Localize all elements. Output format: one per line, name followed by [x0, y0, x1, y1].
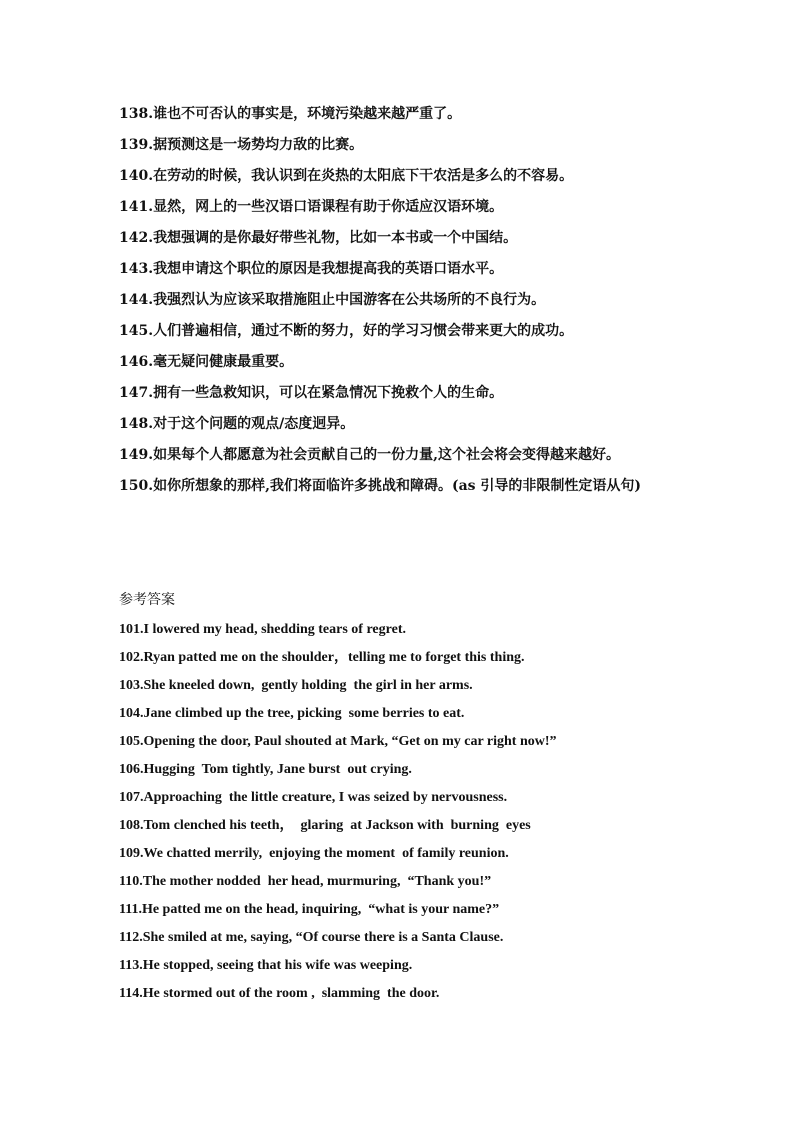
answer-line: 102.Ryan patted me on the shoulder，telling me to forget this thing.: [119, 650, 525, 665]
question-line: 149.如果每个人都愿意为社会贡献自己的一份力量,这个社会将会变得越来越好。: [119, 447, 620, 463]
answers-list: [119, 616, 719, 1008]
question-line: 143.我想申请这个职位的原因是我想提高我的英语口语水平。: [119, 261, 504, 277]
question-line: 144.我强烈认为应该采取措施阻止中国游客在公共场所的不良行为。: [119, 292, 546, 308]
answer-line: 114.He stormed out of the room , slamming the door.: [119, 986, 440, 1001]
question-line: 146.毫无疑问健康最重要。: [119, 354, 294, 370]
answer-line: 109.We chatted merrily, enjoying the moment of family reunion.: [119, 846, 509, 861]
answer-line: 107.Approaching the little creature, I was seized by nervousness.: [119, 790, 508, 805]
question-line: 150.如你所想象的那样,我们将面临许多挑战和障碍。(as 引导的非限制性定语从句): [119, 478, 642, 494]
answer-line: 106.Hugging Tom tightly, Jane burst out crying.: [119, 762, 412, 777]
answer-line: 104.Jane climbed up the tree, picking some berries to eat.: [119, 706, 465, 721]
question-line: 141.显然，网上的一些汉语口语课程有助于你适应汉语环境。: [119, 199, 504, 215]
question-line: 139.据预测这是一场势均力敌的比赛。: [119, 137, 364, 153]
answer-line: 108.Tom clenched his teeth， glaring at Jackson with burning eyes: [119, 818, 531, 833]
answer-line: 105.Opening the door, Paul shouted at Mark, “Get on my car right now!”: [119, 734, 557, 749]
answer-line: 111.He patted me on the head, inquiring, “what is your name?”: [119, 902, 500, 917]
answer-line: 101.I lowered my head, shedding tears of regret.: [119, 622, 406, 637]
question-line: 138.谁也不可否认的事实是，环境污染越来越严重了。: [119, 106, 462, 122]
answers-heading: 参考答案: [119, 592, 175, 608]
answer-line: 110.The mother nodded her head, murmuring, “Thank you!”: [119, 874, 492, 889]
question-line: 148.对于这个问题的观点/态度迥异。: [119, 416, 355, 432]
answer-line: 103.She kneeled down, gently holding the girl in her arms.: [119, 678, 473, 693]
question-line: 142.我想强调的是你最好带些礼物，比如一本书或一个中国结。: [119, 230, 518, 246]
question-line: 140.在劳动的时候，我认识到在炎热的太阳底下干农活是多么的不容易。: [119, 168, 574, 184]
question-line: 145.人们普遍相信，通过不断的努力，好的学习习惯会带来更大的成功。: [119, 323, 574, 339]
translation-questions-list: [119, 99, 699, 500]
answer-line: 113.He stopped, seeing that his wife was weeping.: [119, 958, 413, 973]
answer-line: 112.She smiled at me, saying, “Of course there is a Santa Clause.: [119, 930, 504, 945]
question-line: 147.拥有一些急救知识，可以在紧急情况下挽救个人的生命。: [119, 385, 504, 401]
